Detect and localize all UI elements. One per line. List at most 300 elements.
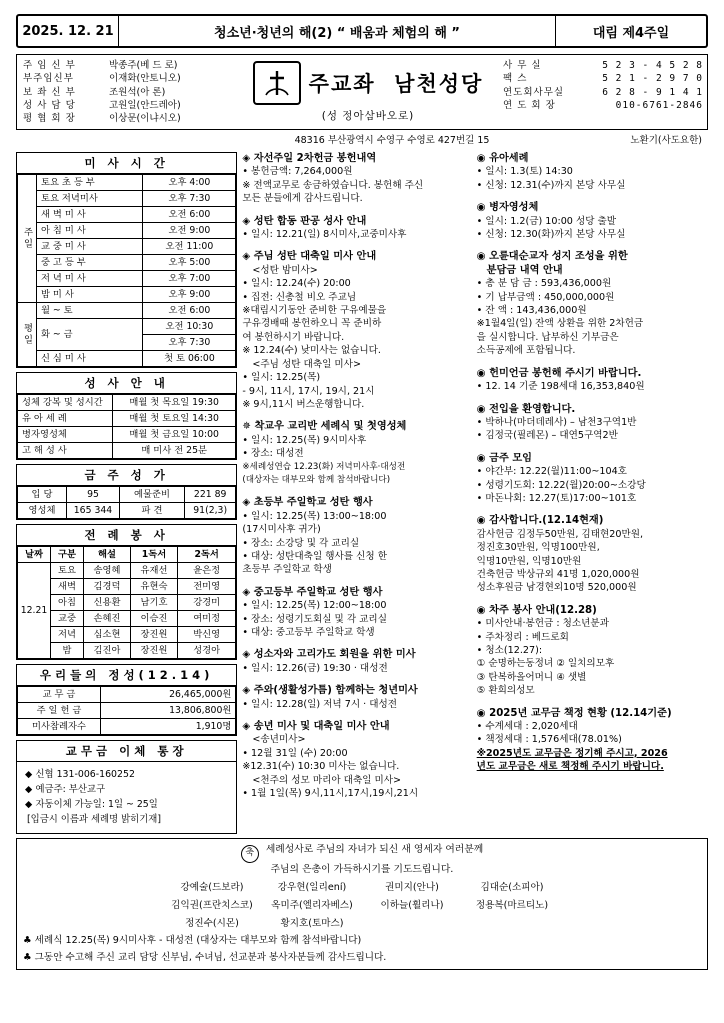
- church-address: 48316 부산광역시 수영구 수영로 427번길 15: [294, 135, 490, 146]
- article-line: • 일시: 12.28(일) 저녁 7시 · 대성전: [242, 698, 398, 710]
- column-right: [477, 152, 708, 834]
- service-reader2: 성경아: [178, 643, 236, 659]
- mass-time: 오후 7:00: [143, 271, 236, 287]
- circle-icon: ◉: [476, 452, 490, 464]
- table-row: [18, 563, 236, 579]
- circle-icon: ◉: [476, 202, 490, 214]
- clergy-value: 조원석(아 론): [109, 86, 166, 98]
- article-title: [477, 514, 708, 527]
- table-row: [18, 627, 236, 643]
- contact-value: 5 2 1 - 2 9 7 0: [602, 73, 703, 85]
- article-line: (17시미사후 귀가): [242, 524, 321, 536]
- group-weekday: 평일: [18, 303, 37, 367]
- hymn-number: 165 344: [67, 503, 120, 519]
- article-thanks-donations: [477, 514, 708, 594]
- contact-row: [503, 72, 703, 85]
- article-charity-offering: [242, 152, 471, 206]
- article-line: • 12. 14 기준 198세대 16,353,840원: [476, 381, 645, 393]
- article-title: [242, 250, 471, 263]
- account-line-text: 자동이체 가능일: 1일 ~ 25일: [35, 799, 158, 810]
- service-type: 토요: [51, 563, 84, 579]
- article-line: • 청소(12.27):: [476, 645, 543, 656]
- article-offering-request: [477, 367, 708, 394]
- mass-time: 오후 5:00: [143, 255, 236, 271]
- hymn-number: 91(2,3): [185, 503, 236, 519]
- contact-value: 5 2 3 - 4 5 2 8: [602, 60, 703, 71]
- sincerity-box: [16, 664, 237, 736]
- hymn-number: 95: [67, 487, 120, 503]
- mass-day: 월 ~ 토: [37, 303, 143, 319]
- article-line: 구유경배때 봉헌하오니 꼭 준비하: [242, 318, 382, 330]
- article-line: • 장소: 대성전: [242, 448, 304, 460]
- contact-list: [501, 55, 707, 129]
- service-commentator: 김진아: [84, 643, 131, 659]
- table-row: [18, 351, 236, 367]
- article-subtitle: <주님 성탄 대축일 미사>: [252, 358, 361, 370]
- service-reader2: 여미정: [178, 611, 236, 627]
- article-title: [477, 452, 708, 465]
- mass-time: 오전 10:30: [143, 319, 236, 335]
- hymn-title: 금 주 성 가: [17, 465, 236, 486]
- baptized-name: 옥미주(엘리자베스): [271, 900, 353, 911]
- contact-label: 연도회사무실: [503, 86, 565, 98]
- sincerity-value: 1,910명: [101, 719, 236, 735]
- church-name: 남천성당: [394, 72, 484, 96]
- col-reading1: 1독서: [131, 547, 178, 563]
- article-line: • 주차정리 : 베드로회: [476, 631, 569, 643]
- article-title-text: 성소자와 고리가도 회원을 위한 미사: [253, 649, 416, 661]
- clergy-row: [23, 72, 233, 85]
- liturgy-service-title: 전 례 봉 사: [17, 525, 236, 546]
- content-columns: [16, 152, 708, 834]
- article-line: • 김정국(필레몬) – 대연5구역2반: [476, 430, 618, 442]
- article-title-text: 헌미언금 봉헌해 주시기 바랍니다.: [489, 367, 642, 379]
- article-weekly-meetings: [477, 452, 708, 506]
- article-line: • 대상: 중고등부 주일학교 학생: [242, 627, 375, 638]
- article-title: [242, 496, 471, 509]
- mass-day: 화 ~ 금: [37, 319, 143, 351]
- sincerity-value: 26,465,000원: [101, 687, 236, 703]
- article-line: • 책정세대 : 1,576세대(78.01%): [476, 734, 622, 746]
- article-line: • 총 분 담 금 : 593,436,000원: [476, 278, 612, 290]
- service-commentator: 김경덕: [84, 579, 131, 595]
- diamond-icon: ◈: [242, 721, 254, 733]
- sincerity-label: 미사참례자수: [18, 719, 101, 735]
- article-line: • 집전: 신총철 비오 주교님: [242, 291, 357, 303]
- article-subtitle: <송년미사>: [252, 734, 306, 746]
- article-line: • 수계세대 : 2,020세대: [476, 721, 578, 733]
- masthead: [16, 54, 708, 130]
- article-martyrs-shrine-fund: [477, 250, 708, 357]
- article-title-text: 성탄 합동 판공 성사 안내: [253, 215, 367, 227]
- church-prefix: 주교좌: [308, 72, 376, 96]
- article-title-text: 감사합니다.(12.14현재): [489, 515, 604, 527]
- article-title: [242, 720, 471, 733]
- service-reader1: 유현숙: [131, 579, 178, 595]
- clergy-label: 주 임 신 부: [23, 60, 76, 71]
- baptized-names-row: [23, 881, 701, 895]
- service-reader1: 장진원: [131, 627, 178, 643]
- article-title-text: 금주 모임: [489, 452, 533, 464]
- diamond-icon: ◈: [242, 586, 254, 598]
- article-next-week-service: [477, 604, 708, 698]
- congrats-line-2: 주님의 은총이 가득하시기를 기도드립니다.: [270, 864, 454, 875]
- article-line: - 9시, 11시, 17시, 19시, 21시: [242, 385, 375, 397]
- mass-time: 오후 7:30: [143, 191, 236, 207]
- article-title: [477, 367, 708, 380]
- baptism-footnote: [23, 934, 701, 948]
- article-line: 초등부 주일학교 학생: [242, 564, 332, 576]
- article-line: 년도 교무금은 새로 책정해 주시기 바랍니다.: [476, 761, 664, 773]
- table-row: [18, 719, 236, 735]
- article-line: ※12.31(수) 10:30 미사는 없습니다.: [242, 761, 400, 773]
- circle-icon: ◉: [476, 515, 490, 527]
- article-line: ① 순명하는동정녀 ② 일치의모후: [476, 658, 615, 670]
- baptized-name: 김대순(소피아): [480, 882, 544, 893]
- service-commentator: 심소현: [84, 627, 131, 643]
- hymn-number: 221 89: [185, 487, 236, 503]
- table-row: [18, 303, 236, 319]
- article-line: • 마돈나회: 12.27(토)17:00~101호: [476, 492, 637, 504]
- baptized-names-row: [23, 899, 701, 913]
- article-line: • 일시: 1.2(금) 10:00 성당 출발: [476, 215, 617, 227]
- clergy-label: 부주임신부: [23, 73, 74, 85]
- sacrament-when: 매 미사 전 25분: [113, 443, 236, 459]
- sacrament-name: 성체 강복 및 성시간: [18, 395, 113, 411]
- article-line: • 신청: 12.31(수)까지 본당 사무실: [476, 179, 626, 191]
- mass-time: 오후 7:30: [143, 335, 236, 351]
- table-row: [18, 175, 236, 191]
- account-line-text: [입금시 이름과 세례명 밝히기재]: [27, 814, 161, 825]
- article-line: ※1월4일(일) 잔액 상환을 위한 2차헌금: [476, 318, 644, 330]
- circle-icon: ◉: [476, 153, 490, 164]
- account-line: ◆ 예금주: 부산교구: [25, 784, 106, 795]
- article-title-text: 초등부 주일학교 성탄 행사: [253, 497, 373, 509]
- table-row: [18, 579, 236, 595]
- article-line: 정진호30만원, 익명100만원,: [476, 542, 600, 554]
- clergy-label: 보 좌 신 부: [23, 86, 76, 98]
- article-line: • 장소: 소강당 및 각 교리실: [242, 537, 360, 549]
- table-row: [18, 207, 236, 223]
- article-line: • 일시: 1.3(토) 14:30: [476, 166, 573, 178]
- clergy-label: 성 사 담 당: [23, 99, 76, 111]
- article-line: (대상자는 대부모와 함께 참석바랍니다): [242, 474, 391, 485]
- table-row: [18, 503, 236, 519]
- article-line: 감사헌금 김정두50만원, 김태현20만원,: [476, 528, 644, 540]
- hymn-box: [16, 464, 237, 520]
- baptized-name: 정용복(마르티노): [475, 900, 549, 911]
- account-line: ◆ 자동이체 가능일: 1일 ~ 25일: [25, 799, 158, 810]
- baptized-name: 김익권(프란치스코): [171, 900, 253, 911]
- thanks-footnote-text: 그동안 수고해 주신 교리 담당 신부님, 수녀님, 선교분과 봉사자분들께 감사드립니다.: [34, 952, 387, 963]
- article-elementary-event: [242, 496, 471, 576]
- account-line-text: 예금주: 부산교구: [35, 784, 106, 795]
- col-date: 날짜: [18, 547, 51, 563]
- article-line: • 잔 액 : 143,436,000원: [476, 305, 587, 317]
- baptism-footnote-text: 세례식 12.25(목) 9시미사후 - 대성전 (대상자는 대부모와 함께 참석바랍니다): [34, 935, 362, 946]
- diamond-icon: ◈: [242, 497, 254, 509]
- article-subtitle: <천주의 성모 마리아 대축일 미사>: [252, 774, 402, 786]
- article-middlehigh-event: [242, 586, 471, 640]
- contact-row: [503, 99, 703, 112]
- article-line: • 1월 1일(목) 9시,11시,17시,19시,21시: [242, 788, 419, 800]
- table-row: [18, 487, 236, 503]
- celebrate-icon: 축: [241, 845, 259, 863]
- address-row: [16, 130, 708, 148]
- sacrament-box: [16, 372, 237, 460]
- col-type: 구분: [51, 547, 84, 563]
- clergy-row: [23, 86, 233, 99]
- table-row: [18, 223, 236, 239]
- circle-icon: ◉: [476, 251, 490, 263]
- article-title: [477, 250, 708, 263]
- account-box: [16, 740, 237, 834]
- table-row: [18, 255, 236, 271]
- sacrament-name: 고 해 성 사: [18, 443, 113, 459]
- service-reader2: 박신영: [178, 627, 236, 643]
- new-baptized-block: [16, 838, 708, 970]
- article-title: [242, 215, 471, 228]
- account-title: 교무금 이체 통장: [17, 741, 236, 762]
- article-line: • 일시: 12.25(목) 12:00~18:00: [242, 600, 387, 612]
- mass-time: 오전 9:00: [143, 223, 236, 239]
- table-row: [18, 703, 236, 719]
- mass-day: 저 녁 미 사: [37, 271, 143, 287]
- diamond-icon: ◈: [242, 251, 254, 263]
- star-icon: ✵: [242, 421, 255, 433]
- clergy-list: [17, 55, 235, 129]
- article-yearend-mass: [242, 720, 471, 800]
- article-title-text: 착교우 교리반 세례식 및 첫영성체: [254, 421, 407, 433]
- baptized-name: 강우현(일리ení): [277, 882, 347, 893]
- table-row: [18, 611, 236, 627]
- table-row: [18, 411, 236, 427]
- baptized-name: 강예술(드보라): [180, 882, 244, 893]
- article-line: • 야간부: 12.22(월)11:00~104호: [476, 466, 627, 478]
- banner-date: 2025. 12. 21: [18, 16, 119, 46]
- sacrament-title: 성 사 안 내: [17, 373, 236, 394]
- article-line: ※2025년도 교무금은 정기해 주시고, 2026: [476, 747, 668, 759]
- article-line: ※대림시기동안 준비한 구유예물을: [242, 305, 387, 317]
- mass-time: 오전 6:00: [143, 207, 236, 223]
- article-line: • 일시: 12.25(목): [242, 372, 321, 384]
- group-sunday: 주일: [18, 175, 37, 303]
- service-type: 새벽: [51, 579, 84, 595]
- hymn-table: [17, 486, 236, 519]
- article-youth-mass: [242, 684, 471, 711]
- mass-day: 중 고 등 부: [37, 255, 143, 271]
- article-line: • 봉헌금액: 7,264,000원: [242, 166, 353, 178]
- table-row: [18, 443, 236, 459]
- hymn-label: 입 당: [18, 487, 67, 503]
- article-line: • 성령기도회: 12.22(월)20:00~소강당: [476, 479, 646, 491]
- article-title-text: 병자영성체: [489, 202, 539, 214]
- mass-day: 토요 초 등 부: [37, 175, 143, 191]
- article-title-text: 전입을 환영합니다.: [489, 403, 576, 415]
- diamond-icon: ◈: [242, 649, 254, 661]
- circle-icon: ◉: [476, 707, 490, 719]
- article-sick-communion: [477, 201, 708, 241]
- service-type: 교중: [51, 611, 84, 627]
- table-row: [18, 643, 236, 659]
- service-type: 아침: [51, 595, 84, 611]
- clergy-value: 이상문(이냐시오): [109, 113, 181, 125]
- diamond-icon: ◈: [242, 215, 254, 227]
- article-line: • 일시: 12.25(목) 9시미사후: [242, 434, 367, 446]
- article-line: • 일시: 12.26(금) 19:30 · 대성전: [242, 662, 388, 674]
- sincerity-title: 우리들의 정성(12.14): [17, 665, 236, 686]
- sacrament-when: 매월 첫 금요일 10:00: [113, 427, 236, 443]
- mass-day: 토요 저녁미사: [37, 191, 143, 207]
- service-reader1: 유재선: [131, 563, 178, 579]
- contact-value: 010-6761-2846: [615, 99, 703, 111]
- article-confession: [242, 215, 471, 242]
- church-patron: (성 정아삼바오로): [321, 110, 415, 122]
- banner-season: 대림 제4주일: [592, 25, 670, 41]
- article-title-text: 자선주일 2차헌금 봉헌내역: [253, 153, 377, 164]
- account-line: ◆ 신협 131-006-160252: [25, 769, 135, 780]
- club-icon: ♣: [23, 952, 35, 963]
- editor-name: 노환기(사도요한): [630, 135, 702, 146]
- sacrament-name: 유 아 세 례: [18, 411, 113, 427]
- table-row: [18, 271, 236, 287]
- article-line: • 신청: 12.30(화)까지 본당 사무실: [476, 229, 626, 241]
- col-commentator: 해설: [84, 547, 131, 563]
- article-title-text: 송년 미사 및 대축일 미사 안내: [253, 721, 390, 733]
- article-christmas-mass: [242, 250, 471, 411]
- hymn-label: 예물준비: [120, 487, 185, 503]
- article-line: ③ 탄복하올어머니 ④ 샛별: [476, 671, 587, 683]
- hymn-label: 파 견: [120, 503, 185, 519]
- article-title: [242, 586, 471, 599]
- church-logo-icon: [253, 61, 301, 105]
- baptized-name: 이하늘(휠리나): [380, 900, 444, 911]
- article-line: • 기 납부금액 : 450,000,000원: [476, 291, 615, 303]
- mass-time: 오후 4:00: [143, 175, 236, 191]
- article-new-members: [477, 403, 708, 443]
- contact-label: 사 무 실: [503, 60, 542, 71]
- article-title-text: 오륜대순교자 성지 조성을 위한: [489, 251, 628, 263]
- article-title-text: 주와(생활성가틈) 함께하는 청년미사: [253, 685, 418, 697]
- table-row: [18, 595, 236, 611]
- circle-icon: ◉: [476, 367, 490, 379]
- mass-schedule-title: 미 사 시 간: [17, 153, 236, 174]
- mass-time: 오후 9:00: [143, 287, 236, 303]
- service-reader2: 강경미: [178, 595, 236, 611]
- baptized-name: 황지호(토마스): [280, 918, 344, 929]
- table-row: [18, 427, 236, 443]
- article-title-text: 차주 봉사 안내(12.28): [489, 604, 597, 616]
- article-title: [477, 707, 708, 720]
- clergy-row: [23, 99, 233, 112]
- congrats-line: [23, 843, 701, 863]
- diamond-icon: ◈: [242, 685, 254, 697]
- table-row: [18, 191, 236, 207]
- article-title: [477, 201, 708, 214]
- article-line: 성소후원금 남경현외10명 520,000원: [476, 582, 637, 594]
- mass-schedule-box: [16, 152, 237, 368]
- sincerity-label: 주 일 헌 금: [18, 703, 101, 719]
- article-line: ※ 전액교무로 송금하였습니다. 봉헌해 주신: [242, 179, 424, 191]
- article-line: • 미사안내·봉헌금 : 청소년분과: [476, 618, 609, 630]
- baptized-name: 권미지(안나): [385, 882, 439, 893]
- table-row: [18, 287, 236, 303]
- article-line: • 일시: 12.24(수) 20:00: [242, 278, 351, 290]
- sincerity-value: 13,806,800원: [101, 703, 236, 719]
- banner-theme: 청소년·청년의 해(2) “ 배움과 체험의 해 ”: [119, 16, 556, 46]
- article-title: [242, 420, 471, 433]
- article-title: [477, 152, 708, 165]
- service-date: 12.21: [18, 563, 51, 659]
- table-header-row: [18, 547, 236, 563]
- contact-row: [503, 86, 703, 99]
- clergy-value: 이재화(안토니오): [109, 73, 181, 85]
- account-line: [25, 812, 230, 827]
- sacrament-when: 매월 첫 토요일 14:30: [113, 411, 236, 427]
- service-reader1: 남기호: [131, 595, 178, 611]
- article-line: ※ 12.24(수) 낮미사는 없습니다.: [242, 345, 381, 357]
- table-row: [18, 687, 236, 703]
- article-line: ※ 9시,11시 버스운행합니다.: [242, 398, 365, 410]
- mass-time: 첫 토 06:00: [143, 351, 236, 367]
- service-reader1: 이승진: [131, 611, 178, 627]
- mass-day: 아 침 미 사: [37, 223, 143, 239]
- article-vocation-mass: [242, 648, 471, 675]
- article-line: ※세례성연습 12.23(화) 저녁미사후·대성전: [242, 461, 406, 472]
- table-row: [18, 239, 236, 255]
- sincerity-label: 교 무 금: [18, 687, 101, 703]
- article-title-2: 분담금 내역 안내: [486, 264, 563, 276]
- article-title: [242, 152, 471, 165]
- article-subtitle: <성탄 밤미사>: [252, 264, 318, 276]
- account-line-text: 신협 131-006-160252: [35, 769, 135, 780]
- column-middle: [242, 152, 471, 834]
- clergy-value: 박종주(베 드 로): [109, 60, 178, 71]
- clergy-row: [23, 59, 233, 72]
- article-line: • 12월 31일 (수) 20:00: [242, 747, 348, 759]
- article-line: • 일시: 12.25(목) 13:00~18:00: [242, 510, 387, 522]
- article-line: 모든 분들에게 감사드립니다.: [242, 193, 363, 205]
- mass-day: 밤 미 사: [37, 287, 143, 303]
- liturgy-service-table: [17, 546, 236, 659]
- article-line: • 박하나(마더데레사) – 남천3구역1반: [476, 416, 637, 428]
- contact-label: 팩 스: [503, 73, 528, 85]
- sacrament-table: [17, 394, 236, 459]
- article-baptism-catechumen: [242, 420, 471, 487]
- article-line: 익명10만원, 익명10만원: [476, 555, 582, 567]
- contact-label: 연 도 회 장: [503, 99, 556, 111]
- hymn-label: 영성체: [18, 503, 67, 519]
- table-row: [18, 319, 236, 335]
- article-title-text: 유아세례: [489, 153, 529, 164]
- baptized-names-row: [23, 917, 701, 931]
- article-line: • 일시: 12.21(일) 8시미사,교중미사후: [242, 229, 407, 241]
- sacrament-when: 매월 첫 목요일 19:30: [113, 395, 236, 411]
- article-dues-status: [477, 707, 708, 774]
- article-title-text: 주님 성탄 대축일 미사 안내: [253, 251, 377, 263]
- service-commentator: 송영혜: [84, 563, 131, 579]
- article-title: [242, 648, 471, 661]
- circle-icon: ◉: [476, 604, 490, 616]
- clergy-value: 고원일(안드레아): [109, 99, 181, 111]
- header-banner: [16, 14, 708, 48]
- article-title: [242, 684, 471, 697]
- contact-row: [503, 59, 703, 72]
- thanks-footnote: [23, 951, 701, 965]
- service-type: 저녁: [51, 627, 84, 643]
- clergy-row: [23, 112, 233, 125]
- article-title: [477, 403, 708, 416]
